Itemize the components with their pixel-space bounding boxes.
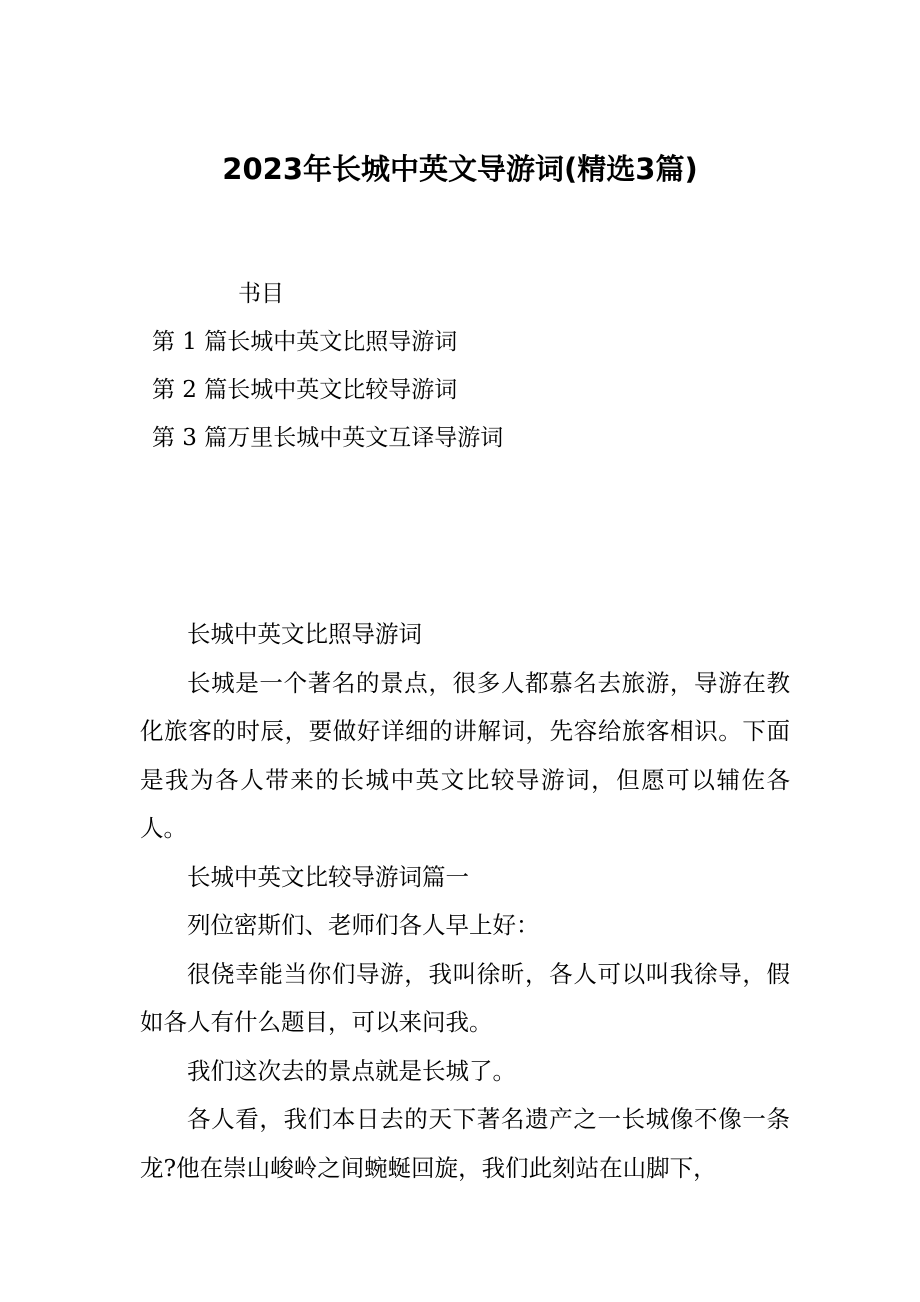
article-heading: 长城中英文比较导游词篇一 — [187, 862, 469, 891]
toc-item-2: 第 2 篇长城中英文比较导游词 — [152, 377, 458, 403]
document-title: 2023年长城中英文导游词(精选3篇) — [222, 152, 698, 186]
greeting-paragraph: 列位密斯们、老师们各人早上好： — [187, 911, 540, 939]
toc-heading: 书目 — [238, 281, 284, 307]
article-body — [140, 610, 790, 1192]
body-paragraph: 很侥幸能当你们导游，我叫徐昕，各人可以叫我徐导，假如各人有什么题目，可以来问我。 — [140, 959, 790, 1036]
toc-item-1: 第 1 篇长城中英文比照导游词 — [152, 329, 458, 355]
body-paragraph: 我们这次去的景点就是长城了。 — [187, 1056, 516, 1085]
toc-item-3: 第 3 篇万里长城中英文互译导游词 — [152, 425, 504, 451]
intro-paragraph: 长城是一个著名的景点，很多人都慕名去旅游，导游在教化旅客的时辰，要做好详细的讲解词，先容给旅客相识。下面是我为各人带来的长城中英文比较导游词，但愿可以辅佐各人。 — [140, 668, 790, 842]
body-paragraph: 各人看，我们本日去的天下著名遗产之一长城像不像一条龙?他在崇山峻岭之间蜿蜒回旋，我们此刻站在山脚下， — [140, 1105, 790, 1182]
section-heading: 长城中英文比照导游词 — [187, 620, 422, 648]
